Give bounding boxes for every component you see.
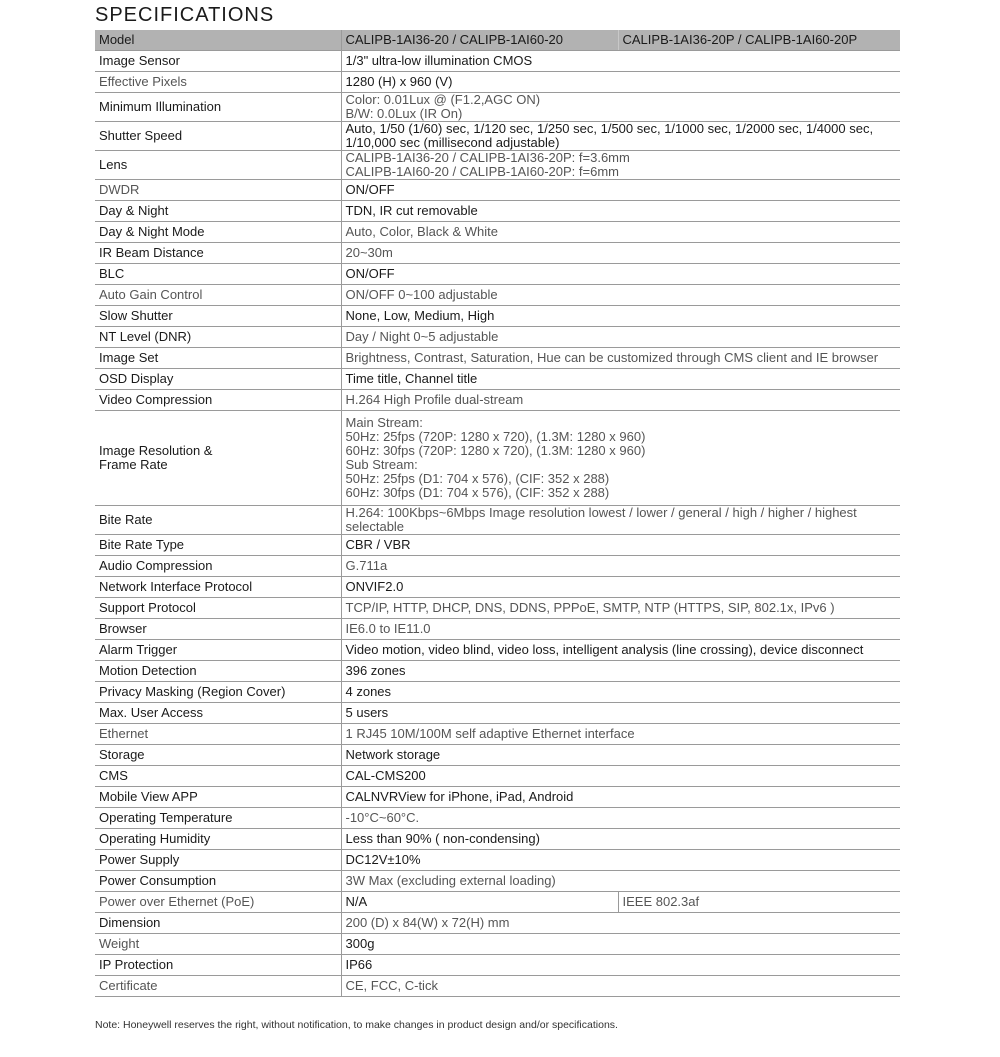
spec-label: Weight: [95, 934, 341, 955]
spec-row-audio-compression: [95, 556, 900, 577]
spec-value: IP66: [341, 955, 900, 976]
spec-row-max-user-access: [95, 703, 900, 724]
spec-label: Power Supply: [95, 850, 341, 871]
spec-value: 396 zones: [341, 661, 900, 682]
spec-value-line: Sub Stream:: [345, 457, 418, 472]
spec-label: Max. User Access: [95, 703, 341, 724]
spec-label: Dimension: [95, 913, 341, 934]
spec-row-lens: [95, 151, 900, 180]
spec-label: Operating Humidity: [95, 829, 341, 850]
spec-row-browser: [95, 619, 900, 640]
spec-row-certificate: [95, 976, 900, 997]
spec-label: Video Compression: [95, 390, 341, 411]
spec-row-day-night-mode: [95, 222, 900, 243]
spec-label: Network Interface Protocol: [95, 577, 341, 598]
spec-label: Effective Pixels: [95, 72, 341, 93]
spec-value: ON/OFF: [341, 264, 900, 285]
spec-row-video-compression: [95, 390, 900, 411]
spec-value: CBR / VBR: [341, 535, 900, 556]
header-model: Model: [95, 30, 341, 51]
spec-row-auto-gain-control: [95, 285, 900, 306]
header-model-poe: CALIPB-1AI36-20P / CALIPB-1AI60-20P: [618, 30, 900, 51]
spec-value: 4 zones: [341, 682, 900, 703]
spec-row-slow-shutter: [95, 306, 900, 327]
spec-label: Alarm Trigger: [95, 640, 341, 661]
spec-row-bite-rate-type: [95, 535, 900, 556]
spec-value: [341, 411, 900, 506]
spec-row-image-set: [95, 348, 900, 369]
spec-value-standard: N/A: [341, 892, 618, 913]
spec-value: 3W Max (excluding external loading): [341, 871, 900, 892]
spec-value: 1 RJ45 10M/100M self adaptive Ethernet interface: [341, 724, 900, 745]
spec-value: 1/3" ultra-low illumination CMOS: [341, 51, 900, 72]
spec-value: -10°C~60°C.: [341, 808, 900, 829]
spec-label: Certificate: [95, 976, 341, 997]
header-model-standard: CALIPB-1AI36-20 / CALIPB-1AI60-20: [341, 30, 618, 51]
spec-row-nt-level: [95, 327, 900, 348]
spec-label: [95, 411, 341, 506]
spec-label: NT Level (DNR): [95, 327, 341, 348]
spec-value: 1280 (H) x 960 (V): [341, 72, 900, 93]
spec-row-network-interface-protocol: [95, 577, 900, 598]
page-title: SPECIFICATIONS: [95, 4, 275, 26]
spec-value: 5 users: [341, 703, 900, 724]
spec-row-privacy-masking: [95, 682, 900, 703]
spec-row-motion-detection: [95, 661, 900, 682]
spec-value: H.264: 100Kbps~6Mbps Image resolution lowest / lower / general / high / higher / highest selectable: [341, 506, 900, 535]
spec-value: Time title, Channel title: [341, 369, 900, 390]
table-header-row: [95, 30, 900, 51]
spec-value: [341, 151, 900, 180]
spec-label: IP Protection: [95, 955, 341, 976]
spec-row-ir-beam-distance: [95, 243, 900, 264]
spec-label: Power over Ethernet (PoE): [95, 892, 341, 913]
spec-value-line: 60Hz: 30fps (720P: 1280 x 720), (1.3M: 1280 x 960): [345, 443, 646, 458]
spec-row-support-protocol: [95, 598, 900, 619]
spec-label: BLC: [95, 264, 341, 285]
spec-row-bite-rate: [95, 506, 900, 535]
spec-value: Auto, 1/50 (1/60) sec, 1/120 sec, 1/250 sec, 1/500 sec, 1/1000 sec, 1/2000 sec, 1/4000 sec, 1/10,000 sec (millisecond adjustable): [341, 122, 900, 151]
spec-row-operating-temperature: [95, 808, 900, 829]
spec-value: 20~30m: [341, 243, 900, 264]
spec-value: CALNVRView for iPhone, iPad, Android: [341, 787, 900, 808]
spec-label-line: Image Resolution &: [99, 443, 213, 458]
spec-label: IR Beam Distance: [95, 243, 341, 264]
spec-label: Shutter Speed: [95, 122, 341, 151]
spec-value: CAL-CMS200: [341, 766, 900, 787]
spec-value-line: 50Hz: 25fps (D1: 704 x 576), (CIF: 352 x 288): [345, 471, 610, 486]
spec-value: Day / Night 0~5 adjustable: [341, 327, 900, 348]
spec-row-ip-protection: [95, 955, 900, 976]
spec-label: CMS: [95, 766, 341, 787]
spec-row-effective-pixels: [95, 72, 900, 93]
spec-label: Ethernet: [95, 724, 341, 745]
spec-label: Operating Temperature: [95, 808, 341, 829]
spec-label-line: Frame Rate: [99, 457, 168, 472]
spec-row-minimum-illumination: [95, 93, 900, 122]
spec-row-image-resolution: [95, 411, 900, 506]
spec-value: [341, 93, 900, 122]
spec-value-line: Main Stream:: [345, 415, 423, 430]
spec-label: DWDR: [95, 180, 341, 201]
spec-value: 200 (D) x 84(W) x 72(H) mm: [341, 913, 900, 934]
spec-value: Auto, Color, Black & White: [341, 222, 900, 243]
spec-row-power-supply: [95, 850, 900, 871]
spec-label: Support Protocol: [95, 598, 341, 619]
spec-value-line: CALIPB-1AI36-20 / CALIPB-1AI36-20P: f=3.6mm: [345, 150, 630, 165]
spec-value-line: 50Hz: 25fps (720P: 1280 x 720), (1.3M: 1280 x 960): [345, 429, 646, 444]
spec-label: Browser: [95, 619, 341, 640]
spec-value: ON/OFF: [341, 180, 900, 201]
spec-value: Brightness, Contrast, Saturation, Hue can be customized through CMS client and IE browser: [341, 348, 900, 369]
spec-value: None, Low, Medium, High: [341, 306, 900, 327]
spec-value-line: Color: 0.01Lux @ (F1.2,AGC ON): [345, 92, 541, 107]
spec-value: Less than 90% ( non-condensing): [341, 829, 900, 850]
spec-label: Power Consumption: [95, 871, 341, 892]
spec-label: Auto Gain Control: [95, 285, 341, 306]
spec-row-dwdr: [95, 180, 900, 201]
spec-value-poe: IEEE 802.3af: [618, 892, 900, 913]
spec-row-dimension: [95, 913, 900, 934]
spec-row-cms: [95, 766, 900, 787]
spec-label: Privacy Masking (Region Cover): [95, 682, 341, 703]
spec-row-mobile-view-app: [95, 787, 900, 808]
spec-value: H.264 High Profile dual-stream: [341, 390, 900, 411]
spec-row-blc: [95, 264, 900, 285]
spec-value: ON/OFF 0~100 adjustable: [341, 285, 900, 306]
spec-label: Image Set: [95, 348, 341, 369]
spec-label: Bite Rate: [95, 506, 341, 535]
spec-row-day-night: [95, 201, 900, 222]
spec-label: Slow Shutter: [95, 306, 341, 327]
spec-row-storage: [95, 745, 900, 766]
spec-label: Lens: [95, 151, 341, 180]
spec-label: Motion Detection: [95, 661, 341, 682]
spec-value: Video motion, video blind, video loss, intelligent analysis (line crossing), device disconnect: [341, 640, 900, 661]
spec-row-ethernet: [95, 724, 900, 745]
spec-value: 300g: [341, 934, 900, 955]
specifications-table: [95, 30, 900, 997]
spec-value: ONVIF2.0: [341, 577, 900, 598]
spec-row-poe: [95, 892, 900, 913]
spec-label: Mobile View APP: [95, 787, 341, 808]
spec-label: Day & Night Mode: [95, 222, 341, 243]
spec-value-line: B/W: 0.0Lux (IR On): [345, 106, 463, 121]
spec-value: G.711a: [341, 556, 900, 577]
spec-value: Network storage: [341, 745, 900, 766]
spec-row-weight: [95, 934, 900, 955]
spec-row-shutter-speed: [95, 122, 900, 151]
footnote: Note: Honeywell reserves the right, without notification, to make changes in product design and/or specifications.: [95, 1019, 618, 1031]
spec-row-alarm-trigger: [95, 640, 900, 661]
spec-row-osd-display: [95, 369, 900, 390]
spec-row-operating-humidity: [95, 829, 900, 850]
spec-label: Bite Rate Type: [95, 535, 341, 556]
spec-label: Day & Night: [95, 201, 341, 222]
spec-label: Audio Compression: [95, 556, 341, 577]
spec-value-line: CALIPB-1AI60-20 / CALIPB-1AI60-20P: f=6mm: [345, 164, 619, 179]
spec-value: DC12V±10%: [341, 850, 900, 871]
spec-value: CE, FCC, C-tick: [341, 976, 900, 997]
spec-value: TCP/IP, HTTP, DHCP, DNS, DDNS, PPPoE, SMTP, NTP (HTTPS, SIP, 802.1x, IPv6 ): [341, 598, 900, 619]
spec-label: Image Sensor: [95, 51, 341, 72]
spec-row-image-sensor: [95, 51, 900, 72]
spec-label: Minimum Illumination: [95, 93, 341, 122]
spec-value-line: 60Hz: 30fps (D1: 704 x 576), (CIF: 352 x 288): [345, 485, 610, 500]
spec-row-power-consumption: [95, 871, 900, 892]
spec-value: TDN, IR cut removable: [341, 201, 900, 222]
spec-label: OSD Display: [95, 369, 341, 390]
spec-value: IE6.0 to IE11.0: [341, 619, 900, 640]
spec-label: Storage: [95, 745, 341, 766]
